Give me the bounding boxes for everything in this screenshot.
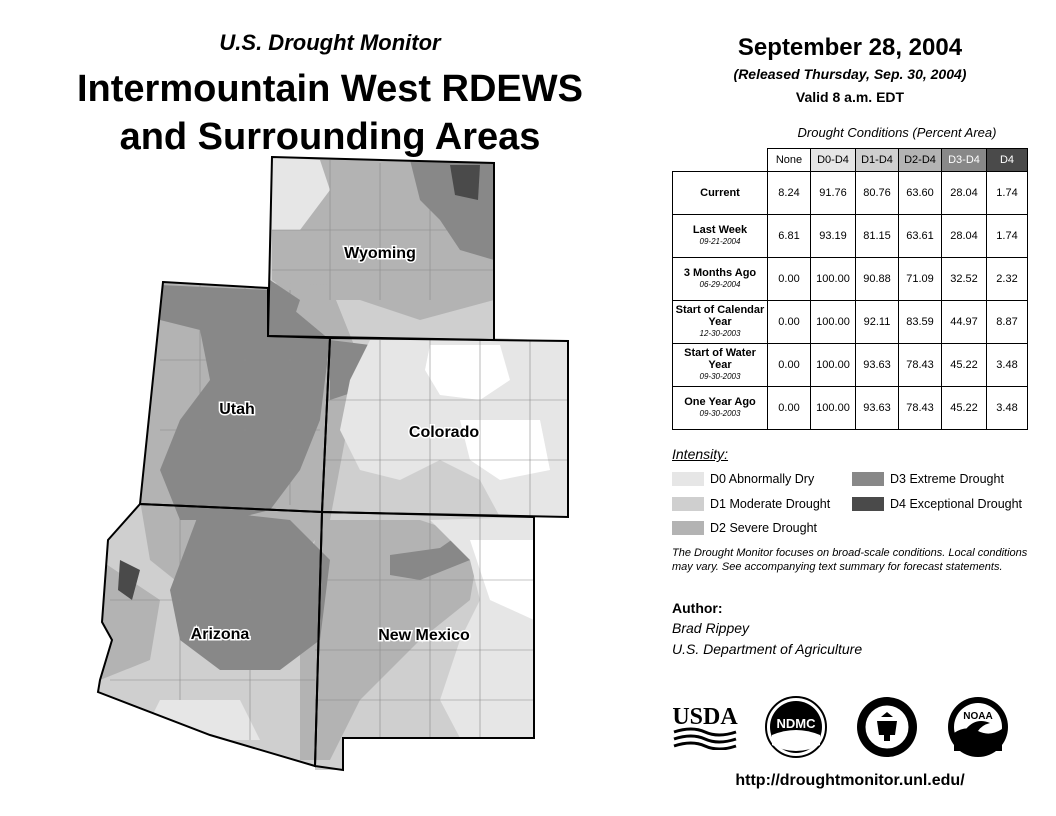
commerce-seal-icon — [855, 695, 919, 759]
drought-conditions-table — [672, 148, 1028, 430]
row-label — [673, 215, 768, 258]
table-corner — [673, 149, 768, 172]
row-label-text: Last Week — [692, 224, 748, 236]
table-cell: 100.00 — [811, 258, 856, 301]
table-cell: 0.00 — [768, 344, 811, 387]
legend-label-d3: D3 Extreme Drought — [890, 472, 1004, 486]
table-cell: 80.76 — [856, 172, 899, 215]
table-cell: 45.22 — [942, 387, 987, 430]
legend-item-d1 — [672, 497, 830, 511]
table-cell: 3.48 — [987, 344, 1028, 387]
row-label — [673, 172, 768, 215]
state-label-utah: Utah — [219, 401, 255, 418]
table-cell: 0.00 — [768, 387, 811, 430]
row-label — [673, 344, 768, 387]
table-cell: 28.04 — [942, 172, 987, 215]
ndmc-logo — [764, 695, 828, 759]
legend-label-d2: D2 Severe Drought — [710, 521, 818, 535]
table-cell: 0.00 — [768, 258, 811, 301]
table-cell: 1.74 — [987, 215, 1028, 258]
source-url: http://droughtmonitor.unl.edu/ — [735, 772, 965, 789]
row-label-date: 09-30-2003 — [699, 372, 741, 381]
table-cell: 3.48 — [987, 387, 1028, 430]
legend-label-d1: D1 Moderate Drought — [710, 497, 831, 511]
map-kicker: U.S. Drought Monitor — [219, 30, 441, 55]
table-cell: 1.74 — [987, 172, 1028, 215]
noaa-logo — [946, 695, 1010, 759]
table-cell: 45.22 — [942, 344, 987, 387]
valid-time: Valid 8 a.m. EDT — [795, 89, 905, 105]
author-organization: U.S. Department of Agriculture — [672, 641, 863, 657]
legend-swatch-d1 — [672, 497, 704, 511]
table-row — [673, 258, 1028, 301]
legend-swatch-d3 — [852, 472, 884, 486]
usda-logo-text: USDA — [672, 704, 738, 730]
table-cell: 93.63 — [856, 344, 899, 387]
table-cell: 91.76 — [811, 172, 856, 215]
release-date: (Released Thursday, Sep. 30, 2004) — [733, 66, 967, 82]
col-header-d2-d4: D2-D4 — [899, 149, 942, 172]
col-header-d3-d4: D3-D4 — [942, 149, 987, 172]
table-cell: 81.15 — [856, 215, 899, 258]
row-label — [673, 258, 768, 301]
table-row — [673, 301, 1028, 344]
table-cell: 93.63 — [856, 387, 899, 430]
table-cell: 100.00 — [811, 301, 856, 344]
author-name: Brad Rippey — [672, 620, 750, 636]
table-cell: 28.04 — [942, 215, 987, 258]
table-row — [673, 387, 1028, 430]
table-cell: 6.81 — [768, 215, 811, 258]
drought-fill — [90, 150, 580, 780]
legend-item-d4 — [852, 497, 1022, 511]
row-label-date: 06-29-2004 — [699, 280, 741, 289]
drought-map — [0, 150, 620, 780]
map-title-line1: Intermountain West RDEWS — [77, 68, 583, 110]
legend-label-d0: D0 Abnormally Dry — [710, 472, 815, 486]
table-cell: 0.00 — [768, 301, 811, 344]
table-cell: 44.97 — [942, 301, 987, 344]
map-title-line2: and Surrounding Areas — [119, 116, 541, 158]
state-label-new-mexico: New Mexico — [378, 627, 470, 644]
table-cell: 100.00 — [811, 344, 856, 387]
legend-swatch-d2 — [672, 521, 704, 535]
author-heading: Author: — [672, 600, 723, 616]
table-cell: 100.00 — [811, 387, 856, 430]
table-cell: 8.87 — [987, 301, 1028, 344]
legend-item-d2 — [672, 521, 817, 535]
state-label-colorado: Colorado — [408, 424, 480, 441]
state-label-arizona: Arizona — [190, 626, 250, 643]
row-label-text: Current — [700, 187, 740, 199]
row-label-text: Start of Water Year — [684, 347, 756, 371]
row-label-text: Start of Calendar Year — [675, 304, 765, 328]
row-label-text: 3 Months Ago — [683, 267, 757, 279]
legend-item-d3 — [852, 472, 1004, 486]
table-cell: 2.32 — [987, 258, 1028, 301]
table-cell: 32.52 — [942, 258, 987, 301]
col-header-d1-d4: D1-D4 — [856, 149, 899, 172]
table-cell: 78.43 — [899, 344, 942, 387]
table-cell: 90.88 — [856, 258, 899, 301]
table-cell: 8.24 — [768, 172, 811, 215]
table-row — [673, 344, 1028, 387]
legend-title: Intensity: — [672, 446, 729, 462]
table-row — [673, 172, 1028, 215]
table-cell: 83.59 — [899, 301, 942, 344]
noaa-logo-text: NOAA — [963, 711, 993, 722]
row-label-date: 09-21-2004 — [699, 237, 741, 246]
table-row — [673, 215, 1028, 258]
table-caption: Drought Conditions (Percent Area) — [797, 125, 997, 140]
disclaimer-note: The Drought Monitor focuses on broad-scale conditions. Local conditions may vary. See accompanying text summary for forecast statements. — [672, 547, 1028, 573]
table-cell: 78.43 — [899, 387, 942, 430]
table-cell: 63.60 — [899, 172, 942, 215]
table-cell: 63.61 — [899, 215, 942, 258]
legend-item-d0 — [672, 472, 814, 486]
col-header-d0-d4: D0-D4 — [811, 149, 856, 172]
table-cell: 71.09 — [899, 258, 942, 301]
table-cell: 93.19 — [811, 215, 856, 258]
row-label-date: 09-30-2003 — [699, 409, 741, 418]
table-cell: 92.11 — [856, 301, 899, 344]
legend-swatch-d0 — [672, 472, 704, 486]
col-header-none: None — [768, 149, 811, 172]
row-label-text: One Year Ago — [684, 396, 756, 408]
row-label-date: 12-30-2003 — [699, 329, 741, 338]
legend-swatch-d4 — [852, 497, 884, 511]
usda-logo — [672, 700, 738, 750]
ndmc-logo-text: NDMC — [776, 716, 816, 731]
state-label-wyoming: Wyoming — [344, 245, 416, 262]
legend-label-d4: D4 Exceptional Drought — [890, 497, 1023, 511]
row-label — [673, 301, 768, 344]
col-header-d4: D4 — [987, 149, 1028, 172]
table-header-row — [673, 149, 1028, 172]
row-label — [673, 387, 768, 430]
map-date: September 28, 2004 — [737, 34, 963, 61]
